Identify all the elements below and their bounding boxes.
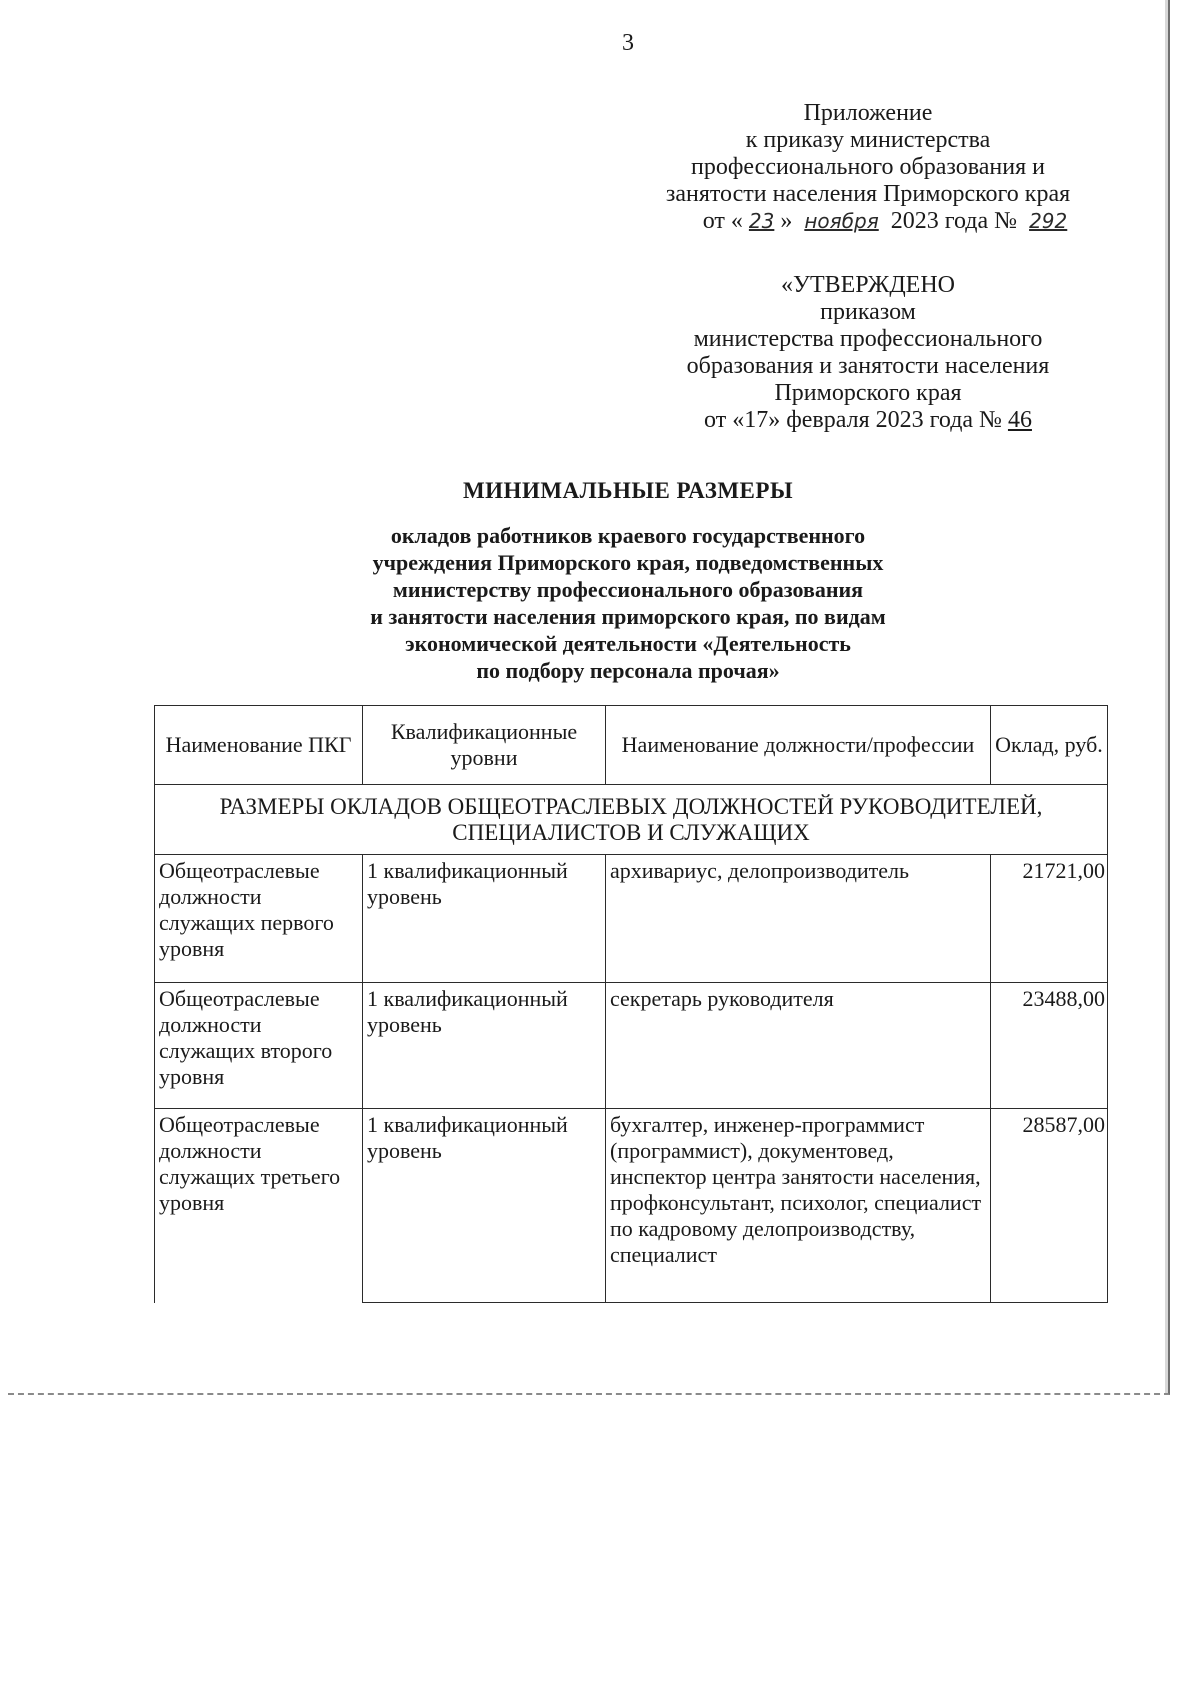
approved-order-number: 46 xyxy=(1007,407,1032,433)
document-title: МИНИМАЛЬНЫЕ РАЗМЕРЫ xyxy=(462,478,794,503)
cell-level: 1 квалификационный уровень xyxy=(363,983,606,1109)
page-number: 3 xyxy=(622,30,634,56)
subtitle-line: по подбору персонала прочая» xyxy=(476,658,780,683)
approved-line: образования и занятости населения xyxy=(686,353,1050,379)
subtitle-line: министерству профессионального образования xyxy=(392,577,864,602)
cell-group: Общеотраслевые должности служащих второго уровня xyxy=(155,983,363,1109)
cell-level: 1 квалификационный уровень xyxy=(363,855,606,983)
header-position-name: Наименование должности/профессии xyxy=(606,706,991,785)
header-qualification-levels: Квалификационные уровни xyxy=(363,706,606,785)
document-subtitle xyxy=(208,522,1048,684)
handwritten-day: 23 xyxy=(748,209,775,233)
table-section-row xyxy=(155,785,1108,855)
table-header-row xyxy=(155,706,1108,785)
header-pkg-name: Наименование ПКГ xyxy=(155,706,363,785)
handwritten-order-number: 292 xyxy=(1029,209,1068,233)
date-year-text: 2023 года № xyxy=(890,208,1018,234)
salary-table xyxy=(154,705,1108,1303)
approved-line: министерства профессионального xyxy=(693,326,1043,352)
approved-line: приказом xyxy=(820,299,916,325)
table-row xyxy=(155,983,1108,1109)
cell-positions: бухгалтер, инженер-программист (программист), документовед, инспектор центра занятости населения, профконсультант, психолог, специалист по кадровому делопроизводству, специалист xyxy=(606,1109,991,1303)
subtitle-line: экономической деятельности «Деятельность xyxy=(405,631,851,656)
appendix-line: Приложение xyxy=(803,100,933,126)
cell-salary: 21721,00 xyxy=(991,855,1108,983)
cell-group: Общеотраслевые должности служащих третьего уровня xyxy=(155,1109,363,1303)
handwritten-month: ноября xyxy=(804,209,879,233)
table-row xyxy=(155,1109,1108,1303)
date-mid: » xyxy=(780,208,793,234)
appendix-date-line xyxy=(628,208,1108,235)
cell-group: Общеотраслевые должности служащих первого уровня xyxy=(155,855,363,983)
approved-block xyxy=(628,272,1108,434)
approved-date-line xyxy=(628,407,1108,434)
cell-positions: секретарь руководителя xyxy=(606,983,991,1109)
approved-line: Приморского края xyxy=(774,380,962,406)
approved-line: «УТВЕРЖДЕНО xyxy=(780,272,956,298)
cell-positions: архивариус, делопроизводитель xyxy=(606,855,991,983)
header-salary: Оклад, руб. xyxy=(991,706,1108,785)
appendix-line: к приказу министерства xyxy=(745,127,991,153)
section-title: РАЗМЕРЫ ОКЛАДОВ ОБЩЕОТРАСЛЕВЫХ ДОЛЖНОСТЕЙ РУКОВОДИТЕЛЕЙ, СПЕЦИАЛИСТОВ И СЛУЖАЩИХ xyxy=(155,785,1108,855)
cell-salary: 23488,00 xyxy=(991,983,1108,1109)
subtitle-line: и занятости населения приморского края, по видам xyxy=(370,604,886,629)
appendix-line: занятости населения Приморского края xyxy=(665,181,1071,207)
document-page xyxy=(8,0,1170,1395)
appendix-block xyxy=(628,100,1108,235)
table-row xyxy=(155,855,1108,983)
approved-date-text: от «17» февраля 2023 года № xyxy=(704,407,1002,433)
subtitle-line: окладов работников краевого государственного xyxy=(390,523,866,548)
appendix-line: профессионального образования и xyxy=(691,154,1045,180)
cell-salary: 28587,00 xyxy=(991,1109,1108,1303)
subtitle-line: учреждения Приморского края, подведомственных xyxy=(372,550,884,575)
date-prefix: от « xyxy=(702,208,743,234)
cell-level: 1 квалификационный уровень xyxy=(363,1109,606,1303)
